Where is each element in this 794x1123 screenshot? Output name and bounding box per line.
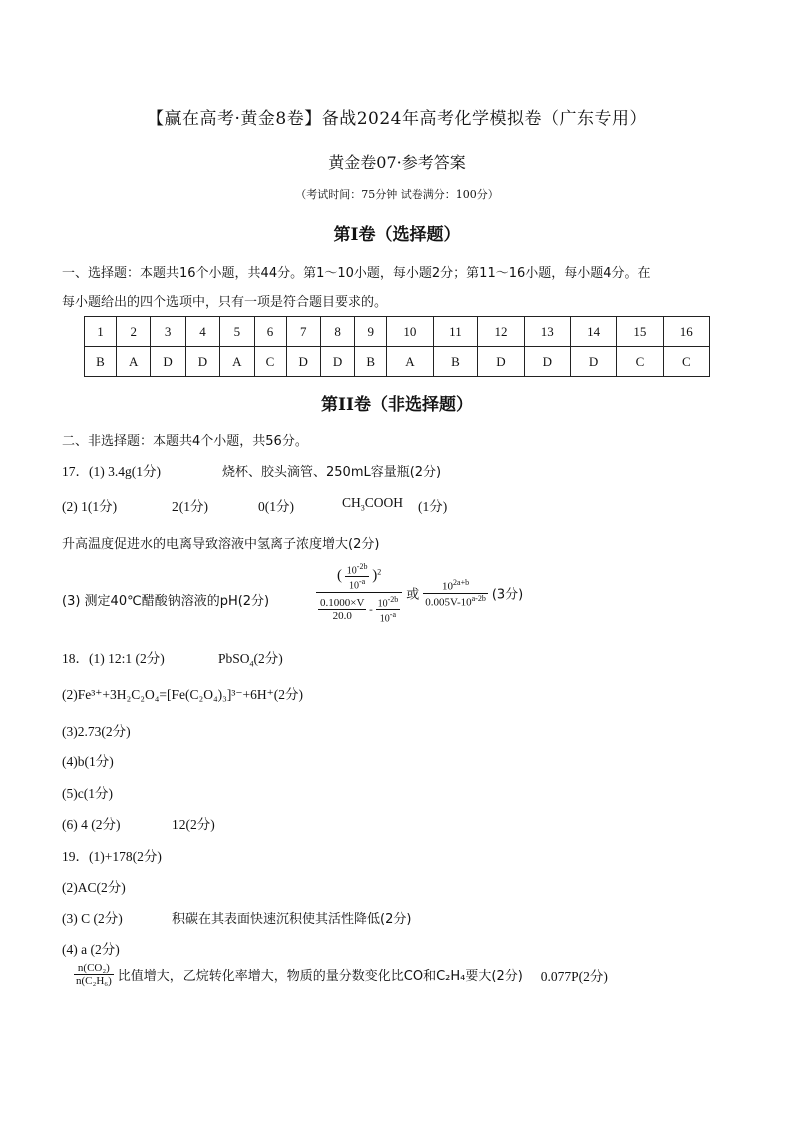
q19-line5-text: 比值增大，乙烷转化率增大，物质的量分数变化比CO和C₂H₄要大(2分)	[117, 969, 523, 984]
q18-line6b: 12(2分)	[172, 817, 215, 832]
answer-table	[84, 316, 710, 377]
q18-line3: (3)2.73(2分)	[62, 724, 131, 739]
answer-table-number-row	[85, 317, 710, 347]
q17-line2c: 0(1分)	[258, 499, 294, 514]
question-number-6: 6	[254, 317, 286, 347]
q17-line4a: (3) 测定40℃醋酸钠溶液的pH(2分)	[62, 594, 270, 609]
question-number-1: 1	[85, 317, 117, 347]
q19-line5	[74, 962, 608, 987]
q17-line2a: (2) 1(1分)	[62, 499, 118, 514]
part1-intro-line2: 每小题给出的四个选项中，只有一项是符合题目要求的。	[62, 295, 388, 310]
part1-intro-line1: 一、选择题：本题共16个小题，共44分。第1～10小题，每小题2分；第11～16小题，每小题4分。在	[62, 266, 651, 281]
question-number-16: 16	[663, 317, 709, 347]
exam-info: （考试时间：75分钟 试卷满分：100分）	[295, 188, 499, 201]
document-subtitle: 黄金卷07·参考答案	[328, 153, 466, 172]
part2-intro: 二、非选择题：本题共4个小题，共56分。	[62, 434, 308, 449]
question-number-9: 9	[355, 317, 387, 347]
answer-16: C	[663, 347, 709, 377]
q18-line4: (4)b(1分)	[62, 754, 114, 769]
answer-12: D	[478, 347, 524, 377]
q19-line4: (4) a (2分)	[62, 942, 120, 957]
q17-line2d: $CH_3COOH$	[342, 495, 404, 513]
question-number-10: 10	[387, 317, 433, 347]
q17-formula-main-fraction: ( $\frac{10^{-2b}}{10^{-a}}$ )$^2$ $\frac{0.1000\times V}{20.0}$ - $\frac{10^{-2b}}{10^{-a}}$	[316, 562, 402, 624]
q18-line2: (2)Fe³⁺+3H₂C₂O₄=[Fe(C₂O₄)₃]³⁻+6H⁺(2分)	[62, 687, 304, 702]
question-number-14: 14	[570, 317, 616, 347]
question-number-4: 4	[185, 317, 219, 347]
q17-formula	[316, 562, 523, 624]
question-number-15: 15	[617, 317, 663, 347]
question-number-7: 7	[286, 317, 320, 347]
q17-line3: 升高温度促进水的电离导致溶液中氢离子浓度增大(2分)	[62, 537, 380, 552]
question-number-11: 11	[433, 317, 478, 347]
q17-line1a: 17．(1) 3.4g(1分)	[62, 464, 161, 479]
answer-7: D	[286, 347, 320, 377]
answer-11: B	[433, 347, 478, 377]
q18-line1b: PbSO$_4$(2分)	[218, 651, 283, 669]
answer-8: D	[320, 347, 354, 377]
answer-10: A	[387, 347, 433, 377]
q18-line1a: 18．(1) 12:1 (2分)	[62, 651, 165, 666]
q19-line3b: 积碳在其表面快速沉积使其活性降低(2分)	[172, 912, 412, 927]
question-number-12: 12	[478, 317, 524, 347]
q19-line3a: (3) C (2分)	[62, 911, 123, 926]
q17-line2e: (1分)	[418, 499, 448, 514]
answer-13: D	[524, 347, 570, 377]
answer-2: A	[117, 347, 151, 377]
answer-14: D	[570, 347, 616, 377]
question-number-13: 13	[524, 317, 570, 347]
q19-line2: (2)AC(2分)	[62, 880, 126, 895]
or-word: 或	[406, 587, 420, 603]
q19-line5-tail: 0.077P(2分)	[540, 968, 608, 984]
answer-4: D	[185, 347, 219, 377]
q17-line2b: 2(1分)	[172, 499, 208, 514]
q19-ratio-fraction: $\frac{\text{n(CO₂)}}{\text{n(C₂H₆)}}$	[76, 962, 112, 987]
part2-heading: 第II卷（非选择题）	[321, 395, 473, 415]
q17-formula-score: (3分)	[491, 587, 524, 603]
question-number-8: 8	[320, 317, 354, 347]
q17-formula-alt-fraction: $\frac{10^{2a+b}}{0.005V-10^{a-2b}}$	[425, 578, 486, 609]
question-number-2: 2	[117, 317, 151, 347]
q19-line1: 19．(1)+178(2分)	[62, 849, 162, 864]
question-number-5: 5	[220, 317, 254, 347]
answer-9: B	[355, 347, 387, 377]
question-number-3: 3	[151, 317, 185, 347]
q18-line6a: (6) 4 (2分)	[62, 817, 121, 832]
answer-1: B	[85, 347, 117, 377]
answer-3: D	[151, 347, 185, 377]
answer-5: A	[220, 347, 254, 377]
q18-line5: (5)c(1分)	[62, 786, 113, 801]
part1-heading: 第I卷（选择题）	[333, 225, 461, 245]
answer-table-answer-row	[85, 347, 710, 377]
document-title: 【赢在高考·黄金8卷】备战2024年高考化学模拟卷（广东专用）	[147, 109, 647, 129]
answer-15: C	[617, 347, 663, 377]
answer-6: C	[254, 347, 286, 377]
q17-line1b: 烧杯、胶头滴管、250mL容量瓶(2分)	[222, 465, 442, 480]
